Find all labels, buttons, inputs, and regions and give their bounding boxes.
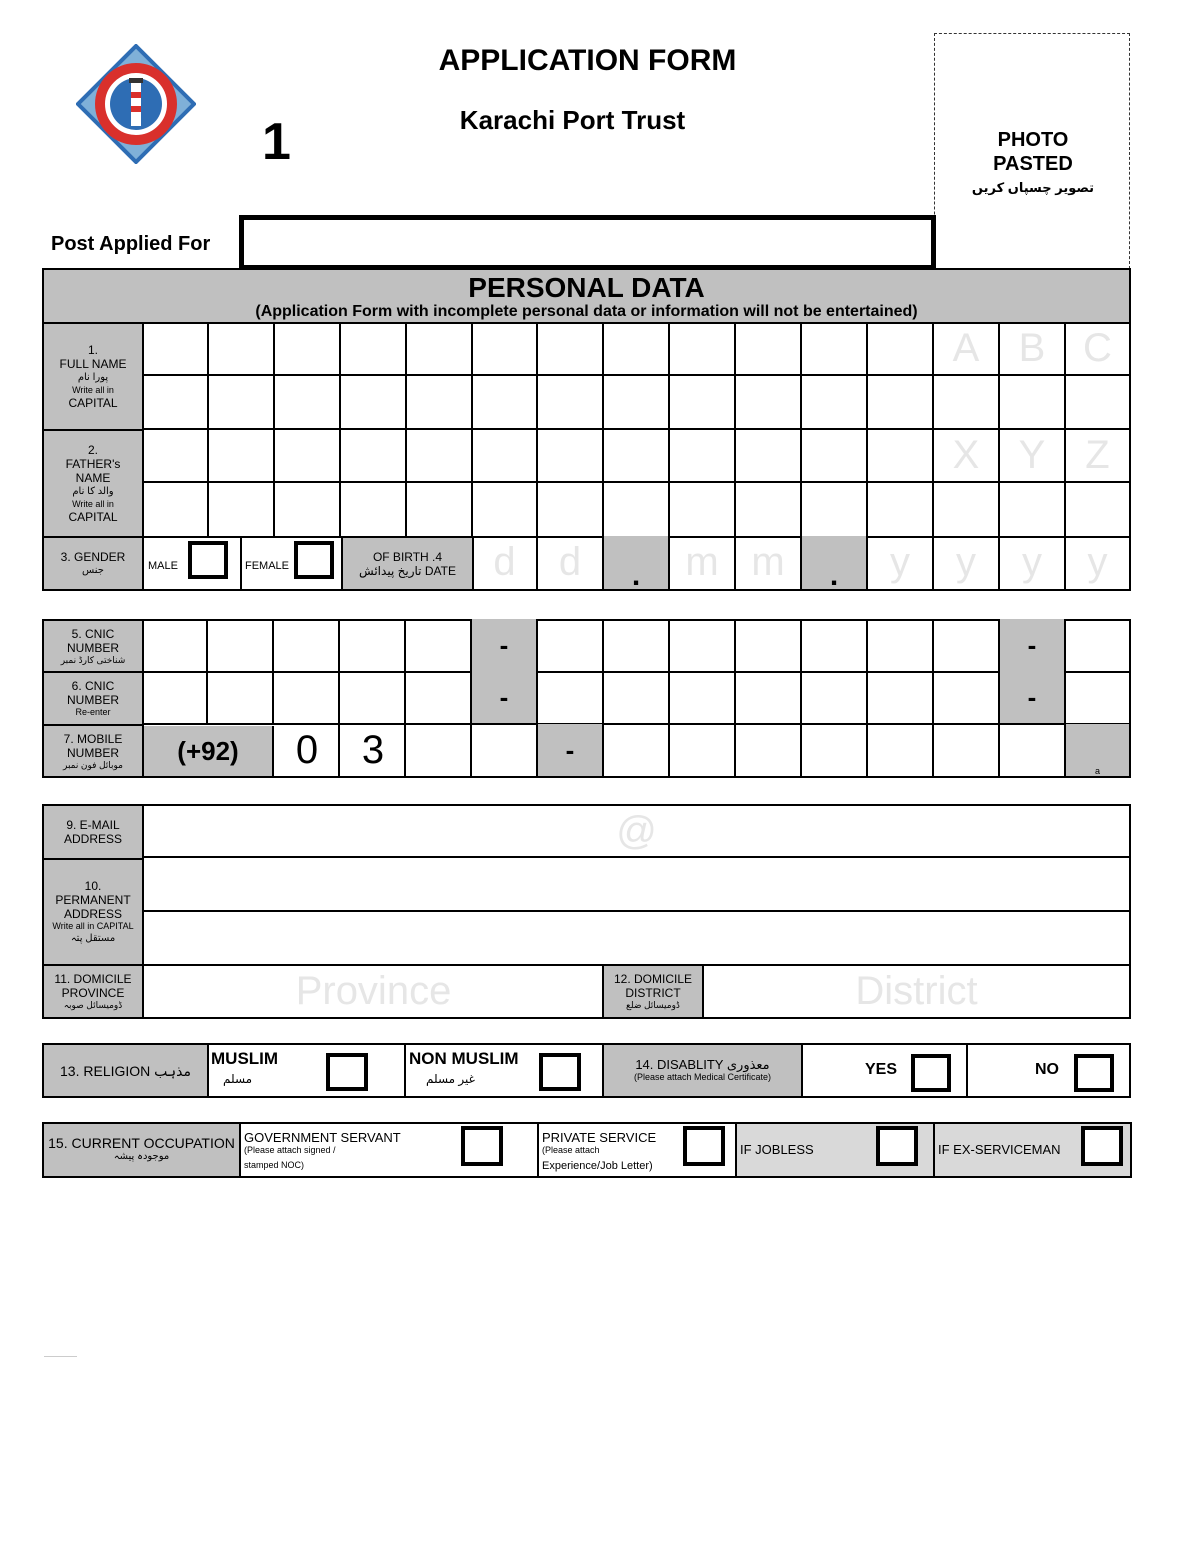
cnic-digit-cell (472, 619, 538, 673)
mobile-end-mark: a (1094, 766, 1100, 776)
email-input[interactable] (144, 806, 1129, 858)
father-name-cell[interactable] (802, 483, 868, 538)
father-name-cell[interactable] (868, 483, 934, 538)
dob-cell[interactable] (736, 536, 802, 591)
male-option (144, 538, 242, 589)
full-name-cell[interactable] (473, 376, 538, 430)
cnic-dash: - (1027, 629, 1037, 660)
dob-placeholder: y (890, 540, 910, 584)
full-name-cell[interactable] (670, 322, 736, 376)
personal-data-title: PERSONAL DATA (468, 272, 705, 303)
male-label: MALE (148, 560, 178, 572)
father-name-cell[interactable] (670, 483, 736, 538)
cnic-digit-cell[interactable] (934, 619, 1000, 673)
jobless-checkbox[interactable] (876, 1126, 918, 1166)
cnic-digit-cell[interactable] (144, 619, 208, 673)
full-name-cell[interactable] (144, 322, 209, 376)
full-name-cell[interactable] (868, 322, 934, 376)
full-name-cell[interactable] (670, 376, 736, 430)
male-checkbox[interactable] (188, 541, 228, 579)
letter-hint: C (1083, 325, 1112, 370)
domicile-province-input[interactable]: Province (295, 969, 452, 1013)
cnic-label: 5. CNIC NUMBER شناختی کارڈ نمبر (42, 619, 144, 673)
cnic-renew-digit-cell[interactable] (1066, 671, 1131, 725)
disability-yes-option: YES (803, 1045, 968, 1096)
mobile-label: 7. MOBILE NUMBER موبائل فون نمبر (42, 724, 144, 778)
cnic-renew-digit-cell[interactable] (736, 671, 802, 725)
full-name-cell[interactable] (407, 322, 473, 376)
full-name-cell[interactable] (144, 376, 209, 430)
mobile-dash: - (565, 734, 575, 765)
mobile-digit-cell[interactable] (868, 724, 934, 778)
private-service-option: PRIVATE SERVICE (Please attach Experience/Job Letter) (539, 1124, 737, 1176)
dob-placeholder: y (1087, 540, 1108, 584)
mobile-digit-cell (538, 724, 604, 778)
cnic-digit-cell[interactable] (802, 619, 868, 673)
dob-label: OF BIRTH .4 تاریخ پیدائش DATE (341, 536, 474, 591)
father-name-cell[interactable] (736, 483, 802, 538)
full-name-cell[interactable] (934, 322, 1000, 376)
father-name-label: 2. FATHER's NAME والد کا نام Write all in CAPITAL (42, 429, 144, 538)
father-name-cell[interactable] (604, 483, 670, 538)
muslim-checkbox[interactable] (326, 1053, 368, 1091)
disability-no-checkbox[interactable] (1074, 1054, 1114, 1092)
cnic-dash: - (499, 629, 509, 660)
personal-data-subtitle: (Application Form with incomplete personal data or information will not be entertained) (255, 303, 918, 320)
father-name-cell[interactable] (736, 429, 802, 483)
cnic-digit-cell[interactable] (736, 619, 802, 673)
dob-cell[interactable] (868, 536, 934, 591)
dob-placeholder: m (751, 540, 785, 584)
disability-no-option: NO (968, 1045, 1129, 1096)
full-name-cell[interactable] (538, 376, 604, 430)
father-name-cell[interactable] (144, 429, 209, 483)
cnic-renew-digit-cell[interactable] (274, 671, 340, 725)
father-name-cell[interactable] (275, 429, 341, 483)
full-name-cell[interactable] (209, 376, 275, 430)
father-name-cell[interactable] (1000, 483, 1066, 538)
cnic-renew-digit-cell[interactable] (802, 671, 868, 725)
ex-serviceman-option: IF EX-SERVICEMAN (935, 1124, 1130, 1176)
father-name-cell[interactable] (934, 429, 1000, 483)
occupation-label: 15. CURRENT OCCUPATION موجودہ پیشہ (42, 1122, 241, 1178)
cnic-digit-cell[interactable] (868, 619, 934, 673)
father-name-cell[interactable] (407, 429, 473, 483)
full-name-cell[interactable] (802, 322, 868, 376)
cnic-renew-digit-cell[interactable] (868, 671, 934, 725)
personal-data-banner (42, 268, 1131, 324)
address-line-1[interactable] (144, 860, 1129, 912)
father-name-cell[interactable] (275, 483, 341, 538)
mobile-digit-3: 3 (361, 728, 385, 772)
gender-label: 3. GENDER جنس (42, 536, 144, 591)
full-name-cell[interactable] (275, 322, 341, 376)
cnic-renew-digit-cell[interactable] (670, 671, 736, 725)
email-label: 9. E-MAIL ADDRESS (42, 804, 144, 860)
father-name-cell[interactable] (802, 429, 868, 483)
female-label: FEMALE (245, 560, 290, 572)
org-name: Karachi Port Trust (459, 105, 686, 135)
father-name-cell[interactable] (144, 483, 209, 538)
domicile-province-label: 11. DOMICILE PROVINCE ڈومیسائل صوبہ (42, 964, 144, 1019)
address-label: 10. PERMANENT ADDRESS Write all in CAPITAL مستقل پتہ (42, 858, 144, 966)
post-applied-input[interactable] (239, 215, 936, 270)
father-name-cell[interactable] (1066, 483, 1131, 538)
domicile-district-label: 12. DOMICILE DISTRICT ڈومیسائل ضلع (602, 964, 704, 1019)
private-service-checkbox[interactable] (683, 1126, 725, 1166)
jobless-option: IF JOBLESS (737, 1124, 935, 1176)
letter-hint: B (1018, 325, 1046, 370)
father-name-cell[interactable] (209, 483, 275, 538)
full-name-cell[interactable] (1066, 376, 1131, 430)
full-name-cell[interactable] (934, 376, 1000, 430)
cnic-digit-cell[interactable] (670, 619, 736, 673)
religion-label: 13. RELIGION مذہب (42, 1043, 209, 1098)
cnic-digit-cell[interactable] (208, 619, 274, 673)
mobile-digit-cell[interactable] (934, 724, 1000, 778)
gov-servant-option: GOVERNMENT SERVANT (Please attach signed / stamped NOC) (241, 1124, 539, 1176)
disability-label: 14. DISABLITY معذوری (Please attach Medical Certificate) (602, 1043, 803, 1098)
dob-cell[interactable] (538, 536, 604, 591)
father-name-cell[interactable] (868, 429, 934, 483)
dob-placeholder: y (956, 540, 976, 584)
muslim-option: MUSLIM مسلم (209, 1045, 406, 1096)
father-name-cell[interactable] (1066, 429, 1131, 483)
letter-hint: Z (1085, 432, 1110, 477)
female-option (242, 538, 341, 589)
full-name-cell[interactable] (736, 376, 802, 430)
full-name-cell[interactable] (275, 376, 341, 430)
full-name-cell[interactable] (868, 376, 934, 430)
post-applied-label: Post Applied For (51, 233, 211, 255)
mobile-digit-cell[interactable] (802, 724, 868, 778)
cnic-digit-cell[interactable] (406, 619, 472, 673)
letter-hint: A (952, 325, 980, 370)
mobile-digit-cell[interactable] (604, 724, 670, 778)
cnic-renew-label: 6. CNIC NUMBER Re-enter (42, 671, 144, 726)
mobile-digit-cell[interactable] (670, 724, 736, 778)
cnic-renew-digit-cell[interactable] (340, 671, 406, 725)
dob-separator: . (829, 559, 839, 592)
letter-hint: X (952, 432, 980, 477)
email-at-hint: @ (616, 808, 657, 853)
father-name-cell[interactable] (934, 483, 1000, 538)
mobile-digit-cell[interactable] (1066, 724, 1131, 778)
full-name-cell[interactable] (802, 376, 868, 430)
dob-cell[interactable] (670, 536, 736, 591)
photo-label: PHOTO PASTED تصویر چسپاں کریں (971, 129, 1095, 195)
father-name-cell[interactable] (209, 429, 275, 483)
father-name-cell[interactable] (670, 429, 736, 483)
dob-cell[interactable] (1000, 536, 1066, 591)
kpt-logo (76, 44, 196, 164)
full-name-cell[interactable] (473, 322, 538, 376)
father-name-cell[interactable] (538, 483, 604, 538)
full-name-cell[interactable] (341, 322, 407, 376)
full-name-cell[interactable] (1000, 322, 1066, 376)
full-name-cell[interactable] (1000, 376, 1066, 430)
father-name-cell[interactable] (538, 429, 604, 483)
cnic-dash: - (499, 681, 509, 712)
dob-cell[interactable] (473, 536, 538, 591)
cnic-renew-digit-cell[interactable] (538, 671, 604, 725)
cnic-digit-cell (1000, 619, 1066, 673)
dob-cell[interactable] (1066, 536, 1131, 591)
dob-cell[interactable] (934, 536, 1000, 591)
full-name-cell[interactable] (604, 322, 670, 376)
father-name-cell[interactable] (473, 429, 538, 483)
father-name-cell[interactable] (604, 429, 670, 483)
cnic-renew-digit-cell[interactable] (144, 671, 208, 725)
father-name-cell[interactable] (407, 483, 473, 538)
footer-line (44, 1356, 77, 1357)
cnic-digit-cell[interactable] (274, 619, 340, 673)
dob-cell (802, 536, 868, 591)
photo-box (934, 33, 1130, 269)
father-name-cell[interactable] (473, 483, 538, 538)
cnic-renew-digit-cell[interactable] (406, 671, 472, 725)
domicile-district-input[interactable]: District (855, 969, 978, 1013)
full-name-cell[interactable] (604, 376, 670, 430)
cnic-dash: - (1027, 681, 1037, 712)
mobile-digit-0: 0 (295, 728, 319, 772)
full-name-cell[interactable] (209, 322, 275, 376)
mobile-digit-cell[interactable] (1000, 724, 1066, 778)
letter-hint: Y (1018, 432, 1046, 477)
full-name-cell[interactable] (1066, 322, 1131, 376)
cnic-digit-cell[interactable] (340, 619, 406, 673)
form-number: 1 (262, 113, 291, 171)
cnic-digit-cell[interactable] (1066, 619, 1131, 673)
full-name-cell[interactable] (538, 322, 604, 376)
full-name-label: 1. FULL NAME پورا نام Write all in CAPITAL (42, 322, 144, 431)
dob-placeholder: y (1022, 540, 1042, 584)
dob-placeholder: m (685, 540, 719, 584)
form-title: APPLICATION FORM (438, 44, 737, 77)
ex-serviceman-checkbox[interactable] (1081, 1126, 1123, 1166)
father-name-cell[interactable] (1000, 429, 1066, 483)
dob-separator: . (631, 559, 641, 592)
cnic-renew-digit-cell[interactable] (604, 671, 670, 725)
address-line-2[interactable] (144, 912, 1129, 966)
female-checkbox[interactable] (294, 541, 334, 579)
dob-placeholder: d (493, 540, 516, 584)
mobile-digit-cell[interactable] (406, 724, 472, 778)
cnic-renew-digit-cell[interactable] (934, 671, 1000, 725)
cnic-renew-digit-cell[interactable] (208, 671, 274, 725)
non-muslim-checkbox[interactable] (539, 1053, 581, 1091)
dob-placeholder: d (558, 540, 582, 584)
mobile-digit-cell[interactable] (736, 724, 802, 778)
full-name-cell[interactable] (736, 322, 802, 376)
cnic-renew-digit-cell (472, 671, 538, 725)
cnic-renew-digit-cell (1000, 671, 1066, 725)
non-muslim-option: NON MUSLIM غیر مسلم (406, 1045, 604, 1096)
disability-yes-checkbox[interactable] (911, 1054, 951, 1092)
dob-cell (604, 536, 670, 591)
gov-servant-checkbox[interactable] (461, 1126, 503, 1166)
cnic-digit-cell[interactable] (604, 619, 670, 673)
father-name-cell[interactable] (341, 429, 407, 483)
full-name-cell[interactable] (341, 376, 407, 430)
mobile-country-code: (+92) (144, 726, 274, 776)
mobile-digit-cell[interactable] (472, 724, 538, 778)
full-name-cell[interactable] (407, 376, 473, 430)
cnic-digit-cell[interactable] (538, 619, 604, 673)
father-name-cell[interactable] (341, 483, 407, 538)
